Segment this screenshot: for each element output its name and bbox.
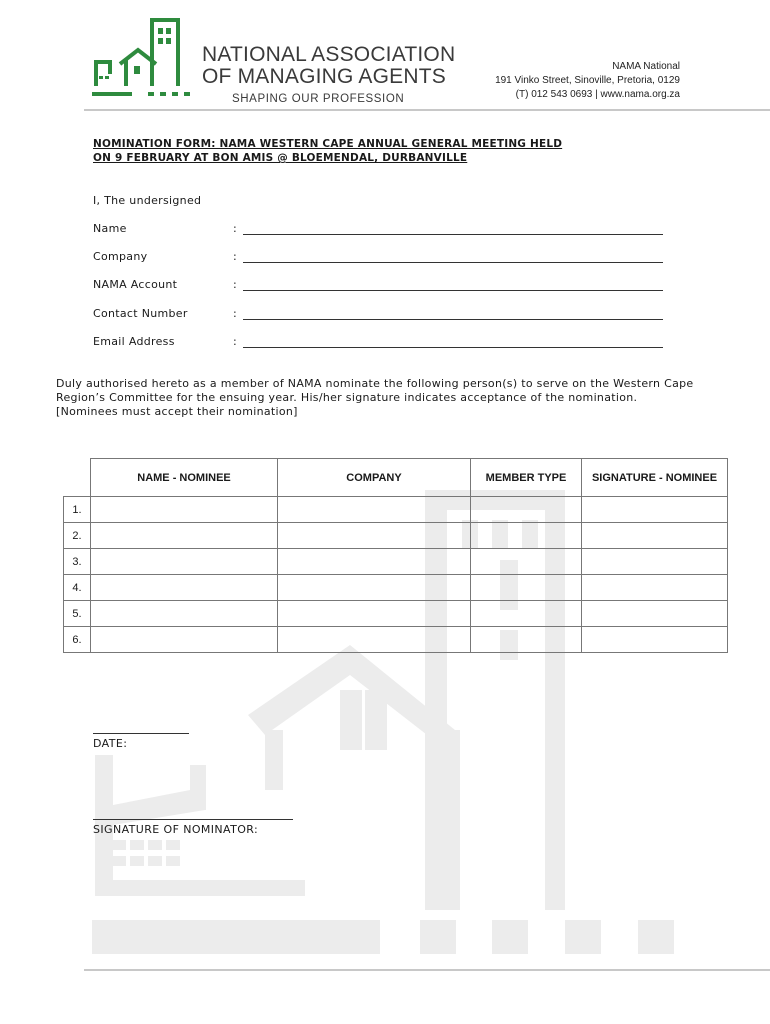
logo-line-1: NATIONAL ASSOCIATION: [202, 43, 456, 66]
field-name: [93, 222, 673, 238]
table-header-row: [64, 459, 728, 497]
nominee-name-cell[interactable]: [91, 523, 278, 549]
member-type-cell[interactable]: [471, 627, 582, 653]
header-signature-nominee: SIGNATURE - NOMINEE: [582, 459, 728, 497]
blank-header-cell: [64, 459, 91, 497]
org-street: 191 Vinko Street, Sinoville, Pretoria, 0129: [495, 75, 680, 86]
member-type-cell[interactable]: [471, 497, 582, 523]
company-cell[interactable]: [278, 523, 471, 549]
logo-line-2: OF MANAGING AGENTS: [202, 65, 446, 88]
company-input-line[interactable]: [243, 262, 663, 263]
date-block: [93, 733, 189, 750]
field-label: Company: [93, 250, 148, 263]
nominee-table: [63, 458, 728, 653]
org-contact: (T) 012 543 0693 | www.nama.org.za: [515, 89, 680, 100]
nominee-name-cell[interactable]: [91, 627, 278, 653]
nominee-name-cell[interactable]: [91, 497, 278, 523]
field-contact-number: [93, 307, 673, 323]
header-company: COMPANY: [278, 459, 471, 497]
nominee-name-cell[interactable]: [91, 601, 278, 627]
company-cell[interactable]: [278, 601, 471, 627]
paragraph-line: [Nominees must accept their nomination]: [56, 405, 298, 418]
field-email-address: [93, 335, 673, 351]
table-row: [64, 523, 728, 549]
org-name: NAMA National: [612, 61, 680, 72]
nama-account-input-line[interactable]: [243, 290, 663, 291]
row-number: 5.: [64, 601, 91, 627]
row-number: 4.: [64, 575, 91, 601]
field-colon: :: [233, 250, 238, 263]
nominee-name-cell[interactable]: [91, 575, 278, 601]
member-type-cell[interactable]: [471, 549, 582, 575]
table-row: [64, 549, 728, 575]
field-label: Contact Number: [93, 307, 188, 320]
nama-logo: [92, 14, 456, 105]
company-cell[interactable]: [278, 575, 471, 601]
email-address-input-line[interactable]: [243, 347, 663, 348]
field-colon: :: [233, 335, 238, 348]
nominator-signature-block: [93, 819, 293, 836]
intro-text: I, The undersigned: [93, 194, 202, 207]
signature-cell[interactable]: [582, 627, 728, 653]
company-cell[interactable]: [278, 497, 471, 523]
nominator-signature-label: SIGNATURE OF NOMINATOR:: [93, 823, 259, 836]
date-input-line[interactable]: [93, 733, 189, 734]
signature-cell[interactable]: [582, 523, 728, 549]
row-number: 1.: [64, 497, 91, 523]
company-cell[interactable]: [278, 549, 471, 575]
footer-divider: [84, 969, 770, 971]
nominee-name-cell[interactable]: [91, 549, 278, 575]
field-label: Email Address: [93, 335, 175, 348]
date-label: DATE:: [93, 737, 128, 750]
paragraph-line: Duly authorised hereto as a member of NAMA nominate the following person(s) to serve on the Western Cape: [56, 377, 694, 390]
address-block: [495, 60, 680, 102]
member-type-cell[interactable]: [471, 575, 582, 601]
table-row: [64, 601, 728, 627]
authorisation-paragraph: [56, 377, 736, 419]
company-cell[interactable]: [278, 627, 471, 653]
field-label: Name: [93, 222, 127, 235]
field-label: NAMA Account: [93, 278, 178, 291]
signature-cell[interactable]: [582, 601, 728, 627]
header-name-nominee: NAME - NOMINEE: [91, 459, 278, 497]
field-colon: :: [233, 222, 238, 235]
row-number: 2.: [64, 523, 91, 549]
member-type-cell[interactable]: [471, 601, 582, 627]
field-colon: :: [233, 307, 238, 320]
row-number: 6.: [64, 627, 91, 653]
logo-tagline: SHAPING OUR PROFESSION: [232, 93, 405, 105]
member-type-cell[interactable]: [471, 523, 582, 549]
table-row: [64, 627, 728, 653]
building-logo-icon: [92, 14, 202, 102]
table-row: [64, 575, 728, 601]
title-line-2: ON 9 FEBRUARY AT BON AMIS @ BLOEMENDAL, DURBANVILLE: [93, 152, 468, 164]
name-input-line[interactable]: [243, 234, 663, 235]
field-company: [93, 250, 673, 266]
field-nama-account: [93, 278, 673, 294]
nominator-signature-line[interactable]: [93, 819, 293, 820]
title-line-1: NOMINATION FORM: NAMA WESTERN CAPE ANNUAL GENERAL MEETING HELD: [93, 138, 563, 150]
signature-cell[interactable]: [582, 549, 728, 575]
field-colon: :: [233, 278, 238, 291]
header-member-type: MEMBER TYPE: [471, 459, 582, 497]
paragraph-line: Region’s Committee for the ensuing year. His/her signature indicates acceptance of the nomination.: [56, 391, 638, 404]
signature-cell[interactable]: [582, 497, 728, 523]
header-divider: [84, 109, 770, 111]
row-number: 3.: [64, 549, 91, 575]
form-title: [93, 137, 562, 165]
contact-number-input-line[interactable]: [243, 319, 663, 320]
signature-cell[interactable]: [582, 575, 728, 601]
table-row: [64, 497, 728, 523]
